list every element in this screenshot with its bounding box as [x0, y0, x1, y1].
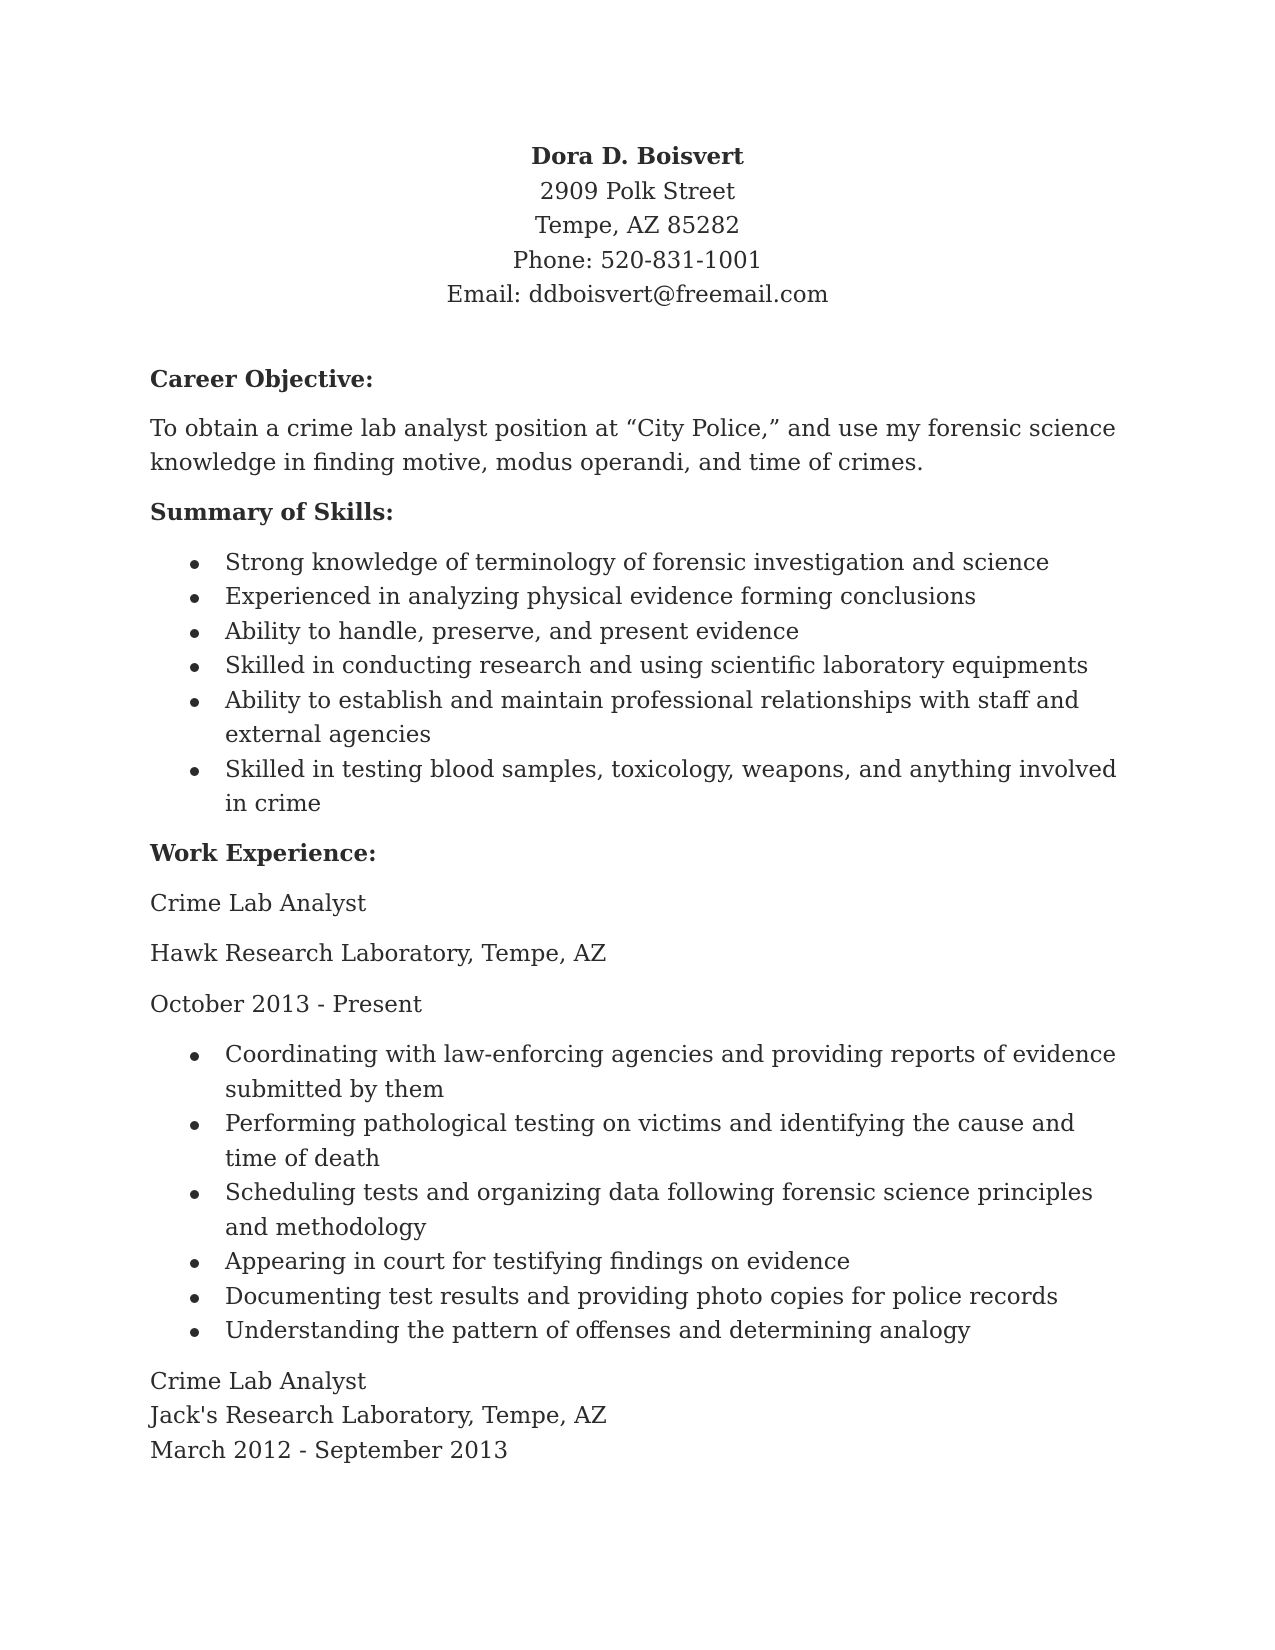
city-state-zip: Tempe, AZ 85282: [534, 213, 740, 239]
career-objective-heading: Career Objective:: [150, 365, 374, 393]
bullet-icon: [190, 629, 199, 638]
bullet-icon: [190, 1190, 199, 1199]
work-experience-heading: Work Experience:: [150, 839, 377, 867]
bullet-icon: [190, 767, 199, 776]
duty-item: [150, 1245, 1125, 1280]
skill-text: Experienced in analyzing physical evidence forming conclusions: [225, 584, 977, 610]
skill-text: Skilled in testing blood samples, toxicology, weapons, and anything involved in crime: [225, 756, 1117, 817]
duty-text: Understanding the pattern of offenses and determining analogy: [225, 1318, 971, 1344]
career-objective-line: To obtain a crime lab analyst position at “City Police,” and use my forensic science: [150, 415, 1116, 442]
job-title: Crime Lab Analyst: [150, 1368, 367, 1395]
bullet-icon: [190, 663, 199, 672]
skill-item: [150, 546, 1125, 581]
skill-item: [150, 649, 1125, 684]
career-objective-text: [150, 412, 1125, 481]
duty-text: Appearing in court for testifying findings on evidence: [225, 1249, 851, 1275]
job-dates: October 2013 - Present: [150, 991, 422, 1018]
street-address: 2909 Polk Street: [539, 178, 736, 205]
bullet-icon: [190, 1328, 199, 1337]
skills-heading: Summary of Skills:: [150, 498, 394, 526]
phone-number: Phone: 520-831-1001: [512, 247, 763, 274]
skill-text: Ability to establish and maintain professional relationships with staff and external agencies: [225, 687, 1080, 748]
duty-text: Scheduling tests and organizing data following forensic science principles and methodology: [225, 1180, 1094, 1241]
job-duties-list: [150, 1038, 1125, 1349]
duty-item: [150, 1107, 1125, 1176]
job-title: Crime Lab Analyst: [150, 890, 367, 917]
duty-text: Performing pathological testing on victims and identifying the cause and time of death: [225, 1111, 1075, 1172]
bullet-icon: [190, 698, 199, 707]
duty-text: Documenting test results and providing photo copies for police records: [225, 1283, 1059, 1310]
bullet-icon: [190, 594, 199, 603]
skill-item: [150, 615, 1125, 650]
skill-item: [150, 753, 1125, 822]
duty-item: [150, 1176, 1125, 1245]
skill-text: Ability to handle, preserve, and present evidence: [225, 618, 800, 645]
job-dates: March 2012 - September 2013: [150, 1437, 509, 1464]
bullet-icon: [190, 1294, 199, 1303]
skills-list: [150, 546, 1125, 822]
skill-text: Skilled in conducting research and using scientific laboratory equipments: [225, 653, 1089, 679]
skill-text: Strong knowledge of terminology of forensic investigation and science: [225, 549, 1050, 576]
bullet-icon: [190, 1259, 199, 1268]
duty-item: [150, 1314, 1125, 1349]
job-entry: [150, 1365, 1125, 1469]
duty-item: [150, 1038, 1125, 1107]
job-employer: Jack's Research Laboratory, Tempe, AZ: [150, 1403, 607, 1429]
resume-page: [150, 140, 1125, 1468]
skill-item: [150, 684, 1125, 753]
applicant-name: Dora D. Boisvert: [531, 143, 744, 170]
bullet-icon: [190, 560, 199, 569]
contact-header: [150, 140, 1125, 313]
duty-text: Coordinating with law-enforcing agencies and providing reports of evidence submitted by them: [225, 1042, 1117, 1103]
job-entry: [150, 887, 1125, 1349]
job-employer: Hawk Research Laboratory, Tempe, AZ: [150, 941, 607, 967]
duty-item: [150, 1280, 1125, 1315]
email-address: Email: ddboisvert@freemail.com: [446, 282, 829, 308]
bullet-icon: [190, 1052, 199, 1061]
career-objective-line: knowledge in finding motive, modus operandi, and time of crimes.: [150, 450, 924, 476]
skill-item: [150, 580, 1125, 615]
bullet-icon: [190, 1121, 199, 1130]
